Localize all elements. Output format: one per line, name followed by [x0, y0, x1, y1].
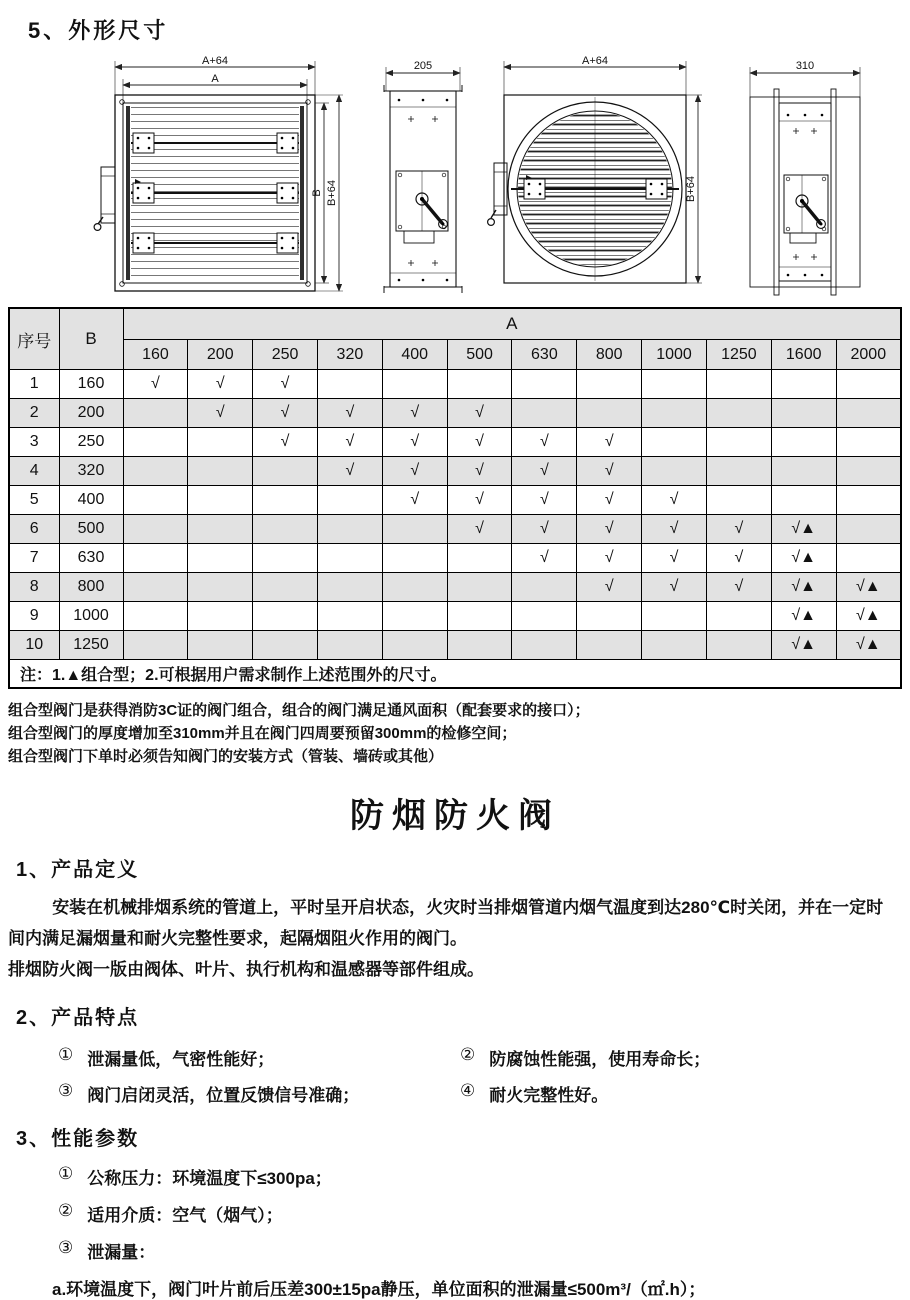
availability-cell: [188, 602, 253, 631]
parameter-item: [58, 1201, 910, 1226]
availability-cell: √: [253, 399, 318, 428]
feature-number: ③: [58, 1081, 74, 1100]
availability-cell: [382, 370, 447, 399]
size-column-header: 160: [123, 340, 188, 370]
row-b-cell: 320: [59, 457, 123, 486]
parameter-number: ②: [58, 1201, 74, 1220]
availability-cell: [382, 573, 447, 602]
note-line: 组合型阀门的厚度增加至310mm并且在阀门四周要预留300mm的检修空间；: [8, 725, 517, 742]
availability-cell: √: [642, 486, 707, 515]
availability-cell: √: [577, 486, 642, 515]
availability-cell: √: [512, 428, 577, 457]
definition-composition-line: 排烟防火阀一版由阀体、叶片、执行机构和温感器等部件组成。: [8, 960, 484, 979]
row-b-cell: 400: [59, 486, 123, 515]
availability-cell: √: [447, 457, 512, 486]
feature-text: 防腐蚀性能强，使用寿命长；: [489, 1050, 711, 1069]
row-b-cell: 200: [59, 399, 123, 428]
definition-paragraph: 安装在机械排烟系统的管道上，平时呈开启状态，火灾时当排烟管道内烟气温度到达280℃时关闭，并在一定时间内满足漏烟量和耐火完整性要求，起隔烟阻火作用的阀门。: [8, 898, 884, 948]
availability-cell: [642, 428, 707, 457]
availability-cell: [253, 515, 318, 544]
availability-cell: [317, 515, 382, 544]
table-row: [9, 399, 901, 428]
availability-cell: √: [512, 544, 577, 573]
row-b-cell: 800: [59, 573, 123, 602]
table-row: [9, 486, 901, 515]
availability-cell: [253, 631, 318, 660]
table-corner-header: 序号: [9, 308, 59, 370]
availability-cell: √: [253, 370, 318, 399]
availability-cell: √: [706, 573, 771, 602]
availability-cell: [512, 602, 577, 631]
dim-label-outer-width: A+64: [202, 55, 228, 67]
table-b-header: B: [59, 308, 123, 370]
parameters-heading: 3、性能参数: [16, 1128, 140, 1150]
size-column-header: 400: [382, 340, 447, 370]
feature-number: ④: [460, 1081, 476, 1100]
dimensions-section-title: 5、外形尺寸: [28, 18, 169, 43]
parameter-text: 适用介质：空气（烟气）；: [87, 1206, 283, 1225]
availability-cell: [836, 399, 901, 428]
size-availability-table: [8, 307, 902, 689]
availability-cell: √: [642, 573, 707, 602]
size-column-header: 800: [577, 340, 642, 370]
availability-cell: [577, 602, 642, 631]
availability-cell: [512, 370, 577, 399]
size-table-body: [9, 370, 901, 660]
parameter-text: 泄漏量：: [87, 1243, 156, 1262]
row-index-cell: 6: [9, 515, 59, 544]
availability-cell: √: [123, 370, 188, 399]
availability-cell: [577, 399, 642, 428]
availability-cell: √: [382, 399, 447, 428]
table-row: [9, 602, 901, 631]
feature-item: [58, 1045, 460, 1070]
availability-cell: [642, 602, 707, 631]
availability-cell: [123, 399, 188, 428]
availability-cell: √▲: [771, 515, 836, 544]
parameter-item: [58, 1238, 910, 1263]
availability-cell: [382, 515, 447, 544]
availability-cell: [577, 631, 642, 660]
row-b-cell: 250: [59, 428, 123, 457]
table-row: [9, 573, 901, 602]
availability-cell: [317, 544, 382, 573]
availability-cell: [123, 428, 188, 457]
availability-cell: √▲: [771, 602, 836, 631]
table-row: [9, 428, 901, 457]
parameter-number: ③: [58, 1238, 74, 1257]
feature-number: ②: [460, 1045, 476, 1064]
availability-cell: √: [577, 515, 642, 544]
availability-cell: [706, 370, 771, 399]
feature-text: 阀门启闭灵活，位置反馈信号准确；: [87, 1086, 360, 1105]
availability-cell: √: [253, 428, 318, 457]
availability-cell: [188, 486, 253, 515]
availability-cell: [771, 399, 836, 428]
round-damper-front-view-drawing: [486, 55, 716, 299]
manual-handle: [94, 167, 115, 230]
availability-cell: [512, 399, 577, 428]
square-damper-side-view-drawing: [366, 59, 480, 299]
size-column-header: 1600: [771, 340, 836, 370]
availability-cell: [447, 602, 512, 631]
size-column-header: 2000: [836, 340, 901, 370]
availability-cell: √: [317, 428, 382, 457]
availability-cell: √: [512, 457, 577, 486]
availability-cell: √: [447, 428, 512, 457]
note-line: 组合型阀门是获得消防3C证的阀门组合，组合的阀门满足通风面积（配套要求的接口）；: [8, 702, 590, 719]
availability-cell: [706, 631, 771, 660]
leakage-detail-line: a.环境温度下，阀门叶片前后压差300±15pa静压，单位面积的泄漏量≤500m³/（㎡.h）；: [52, 1280, 706, 1299]
availability-cell: [642, 631, 707, 660]
availability-cell: [123, 544, 188, 573]
dim-label-inner-width: A: [211, 73, 219, 85]
feature-item: [460, 1045, 910, 1070]
row-index-cell: 2: [9, 399, 59, 428]
availability-cell: √: [382, 457, 447, 486]
availability-cell: [317, 486, 382, 515]
size-header-row: [9, 340, 901, 370]
availability-cell: [706, 457, 771, 486]
availability-cell: √: [577, 457, 642, 486]
availability-cell: [771, 370, 836, 399]
table-row: [9, 457, 901, 486]
availability-cell: [771, 457, 836, 486]
availability-cell: [512, 631, 577, 660]
availability-cell: [836, 457, 901, 486]
feature-text: 耐火完整性好。: [489, 1086, 609, 1105]
round-damper-side-view-drawing: [738, 59, 874, 299]
actuator-mechanism: [784, 175, 828, 243]
availability-cell: [447, 573, 512, 602]
availability-cell: [836, 370, 901, 399]
row-index-cell: 3: [9, 428, 59, 457]
availability-cell: √▲: [771, 631, 836, 660]
availability-cell: [836, 428, 901, 457]
feature-item: [58, 1081, 460, 1106]
row-index-cell: 8: [9, 573, 59, 602]
size-column-header: 1000: [642, 340, 707, 370]
availability-cell: [188, 428, 253, 457]
availability-cell: √: [577, 428, 642, 457]
availability-cell: [642, 457, 707, 486]
availability-cell: [188, 515, 253, 544]
availability-cell: √: [447, 486, 512, 515]
availability-cell: [771, 486, 836, 515]
availability-cell: [706, 428, 771, 457]
availability-cell: [317, 573, 382, 602]
availability-cell: [317, 602, 382, 631]
dim-label-depth: 310: [795, 60, 815, 72]
availability-cell: [123, 515, 188, 544]
availability-cell: [447, 631, 512, 660]
row-index-cell: 1: [9, 370, 59, 399]
availability-cell: [836, 486, 901, 515]
row-b-cell: 1250: [59, 631, 123, 660]
availability-cell: [188, 544, 253, 573]
availability-cell: √▲: [771, 573, 836, 602]
availability-cell: [577, 370, 642, 399]
parameters-list: [58, 1164, 910, 1263]
availability-cell: [253, 544, 318, 573]
availability-cell: [188, 573, 253, 602]
dim-label-outer-height: B+64: [326, 180, 338, 206]
table-row: [9, 370, 901, 399]
availability-cell: √: [382, 486, 447, 515]
availability-cell: [771, 428, 836, 457]
availability-cell: [123, 573, 188, 602]
row-b-cell: 160: [59, 370, 123, 399]
parameter-text: 公称压力：环境温度下≤300pa；: [87, 1169, 332, 1188]
availability-cell: √: [447, 515, 512, 544]
availability-cell: [447, 544, 512, 573]
availability-cell: √: [577, 544, 642, 573]
square-damper-front-view-drawing: [93, 55, 347, 299]
technical-drawings-area: [0, 51, 910, 301]
row-index-cell: 4: [9, 457, 59, 486]
availability-cell: [642, 399, 707, 428]
availability-cell: [447, 370, 512, 399]
availability-cell: [382, 544, 447, 573]
availability-cell: √: [512, 515, 577, 544]
row-index-cell: 5: [9, 486, 59, 515]
size-column-header: 250: [253, 340, 318, 370]
availability-cell: [123, 486, 188, 515]
availability-cell: √: [317, 457, 382, 486]
availability-cell: √: [706, 544, 771, 573]
feature-item: [460, 1081, 910, 1106]
availability-cell: √: [577, 573, 642, 602]
product-title: 防烟防火阀: [350, 797, 560, 835]
row-b-cell: 630: [59, 544, 123, 573]
dim-label-inner-height: B: [311, 189, 323, 197]
availability-cell: [188, 631, 253, 660]
availability-cell: [836, 544, 901, 573]
parameter-number: ①: [58, 1164, 74, 1183]
row-b-cell: 1000: [59, 602, 123, 631]
actuator-mechanism: [396, 171, 448, 243]
availability-cell: √: [512, 486, 577, 515]
availability-cell: √: [447, 399, 512, 428]
availability-cell: √▲: [836, 602, 901, 631]
parameter-item: [58, 1164, 910, 1189]
availability-cell: √▲: [771, 544, 836, 573]
definition-heading: 1、产品定义: [16, 859, 140, 881]
availability-cell: [253, 573, 318, 602]
availability-cell: [123, 631, 188, 660]
combined-type-notes: [8, 699, 910, 768]
feature-number: ①: [58, 1045, 74, 1064]
table-note: 注：1.▲组合型；2.可根据用户需求制作上述范围外的尺寸。: [9, 660, 901, 689]
table-row: [9, 515, 901, 544]
availability-cell: √: [382, 428, 447, 457]
dim-label-depth: 205: [413, 60, 433, 72]
row-index-cell: 9: [9, 602, 59, 631]
availability-cell: [317, 631, 382, 660]
availability-cell: √: [642, 544, 707, 573]
availability-cell: [123, 457, 188, 486]
size-column-header: 630: [512, 340, 577, 370]
availability-cell: √: [188, 370, 253, 399]
features-list: [58, 1045, 910, 1106]
availability-cell: [706, 399, 771, 428]
availability-cell: √: [642, 515, 707, 544]
availability-cell: [382, 631, 447, 660]
size-column-header: 500: [447, 340, 512, 370]
availability-cell: √: [317, 399, 382, 428]
table-a-header: A: [123, 308, 901, 340]
availability-cell: [188, 457, 253, 486]
size-column-header: 320: [317, 340, 382, 370]
row-index-cell: 10: [9, 631, 59, 660]
table-row: [9, 631, 901, 660]
size-column-header: 1250: [706, 340, 771, 370]
features-heading: 2、产品特点: [16, 1007, 140, 1029]
availability-cell: [382, 602, 447, 631]
table-row: [9, 544, 901, 573]
availability-cell: [317, 370, 382, 399]
availability-cell: [642, 370, 707, 399]
dim-label-outer-width: A+64: [582, 55, 608, 67]
availability-cell: [253, 602, 318, 631]
availability-cell: √▲: [836, 573, 901, 602]
availability-cell: [836, 515, 901, 544]
size-column-header: 200: [188, 340, 253, 370]
availability-cell: [253, 486, 318, 515]
note-line: 组合型阀门下单时必须告知阀门的安装方式（管装、墙砖或其他）: [8, 748, 444, 765]
availability-cell: [123, 602, 188, 631]
availability-cell: √▲: [836, 631, 901, 660]
availability-cell: [512, 573, 577, 602]
availability-cell: [706, 486, 771, 515]
availability-cell: [253, 457, 318, 486]
feature-text: 泄漏量低，气密性能好；: [87, 1050, 275, 1069]
availability-cell: [706, 602, 771, 631]
dim-label-outer-height: B+64: [685, 176, 697, 202]
availability-cell: √: [188, 399, 253, 428]
row-index-cell: 7: [9, 544, 59, 573]
availability-cell: √: [706, 515, 771, 544]
row-b-cell: 500: [59, 515, 123, 544]
